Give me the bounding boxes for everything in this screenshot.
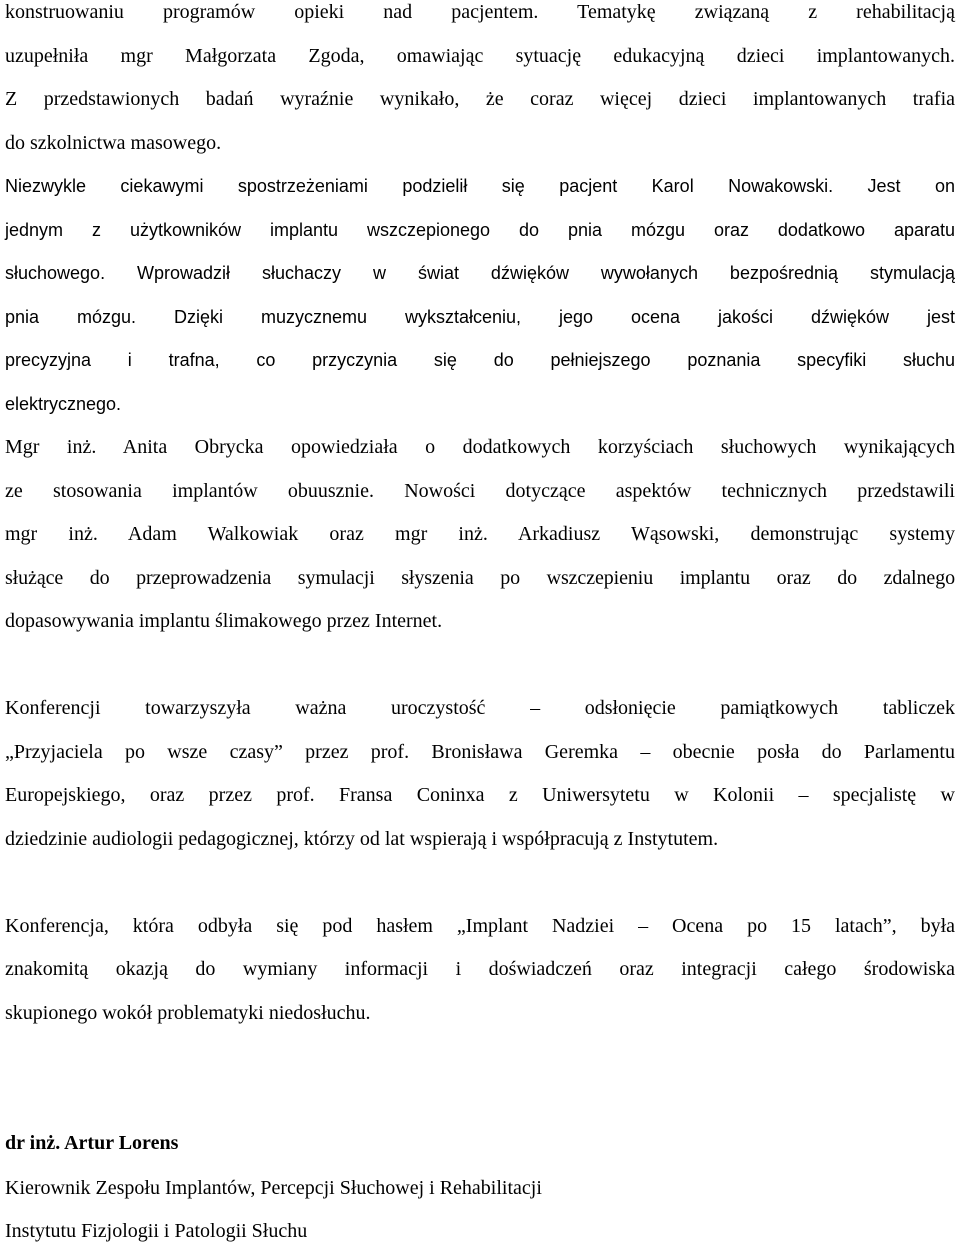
text-line: skupionego wokół problematyki niedosłuchu. (5, 1002, 371, 1024)
text-line: dziedzinie audiologii pedagogicznej, którzy od lat wspierają i współpracują z Instytutem. (5, 828, 719, 850)
text-line: służące do przeprowadzenia symulacji słyszenia po wszczepieniu implantu oraz do zdalnego (5, 567, 955, 589)
text-line: elektrycznego. (5, 394, 122, 414)
text-line: Konferencja, która odbyła się pod hasłem „Implant Nadziei – Ocena po 15 latach”, była (5, 915, 955, 937)
text-line: znakomitą okazją do wymiany informacji i doświadczeń oraz integracji całego środowiska (5, 958, 955, 980)
text-line: Europejskiego, oraz przez prof. Fransa Coninxa z Uniwersytetu w Kolonii – specjalistę w (5, 784, 955, 806)
text-line: jednym z użytkowników implantu wszczepionego do pnia mózgu oraz dodatkowo aparatu (5, 220, 955, 240)
text-line: do szkolnictwa masowego. (5, 132, 222, 154)
text-line: precyzyjna i trafna, co przyczynia się do pełniejszego poznania specyfiki słuchu (5, 350, 955, 370)
author-name: dr inż. Artur Lorens (5, 1132, 179, 1154)
text-line: uzupełniła mgr Małgorzata Zgoda, omawiając sytuację edukacyjną dzieci implantowanych. (5, 45, 955, 67)
text-line: dopasowywania implantu ślimakowego przez Internet. (5, 610, 443, 632)
text-line: Mgr inż. Anita Obrycka opowiedziała o dodatkowych korzyściach słuchowych wynikających (5, 436, 955, 458)
text-line: Konferencji towarzyszyła ważna uroczystość – odsłonięcie pamiątkowych tabliczek (5, 697, 955, 719)
text-line: pnia mózgu. Dzięki muzycznemu wykształceniu, jego ocena jakości dźwięków jest (5, 307, 955, 327)
text-line: „Przyjaciela po wsze czasy” przez prof. Bronisława Geremka – obecnie posła do Parlamentu (5, 741, 955, 763)
text-line: Z przedstawionych badań wyraźnie wynikało, że coraz więcej dzieci implantowanych trafia (5, 88, 955, 110)
author-role-line-2: Instytutu Fizjologii i Patologii Słuchu (5, 1220, 308, 1242)
text-line: słuchowego. Wprowadził słuchaczy w świat dźwięków wywołanych bezpośrednią stymulacją (5, 263, 955, 283)
text-line: mgr inż. Adam Walkowiak oraz mgr inż. Arkadiusz Wąsowski, demonstrując systemy (5, 523, 955, 545)
text-line: Niezwykle ciekawymi spostrzeżeniami podzielił się pacjent Karol Nowakowski. Jest on (5, 176, 955, 196)
author-role-line-1: Kierownik Zespołu Implantów, Percepcji Słuchowej i Rehabilitacji (5, 1177, 542, 1199)
text-line: ze stosowania implantów obuusznie. Nowości dotyczące aspektów technicznych przedstawili (5, 480, 955, 502)
text-line: konstruowaniu programów opieki nad pacjentem. Tematykę związaną z rehabilitacją (5, 1, 955, 23)
